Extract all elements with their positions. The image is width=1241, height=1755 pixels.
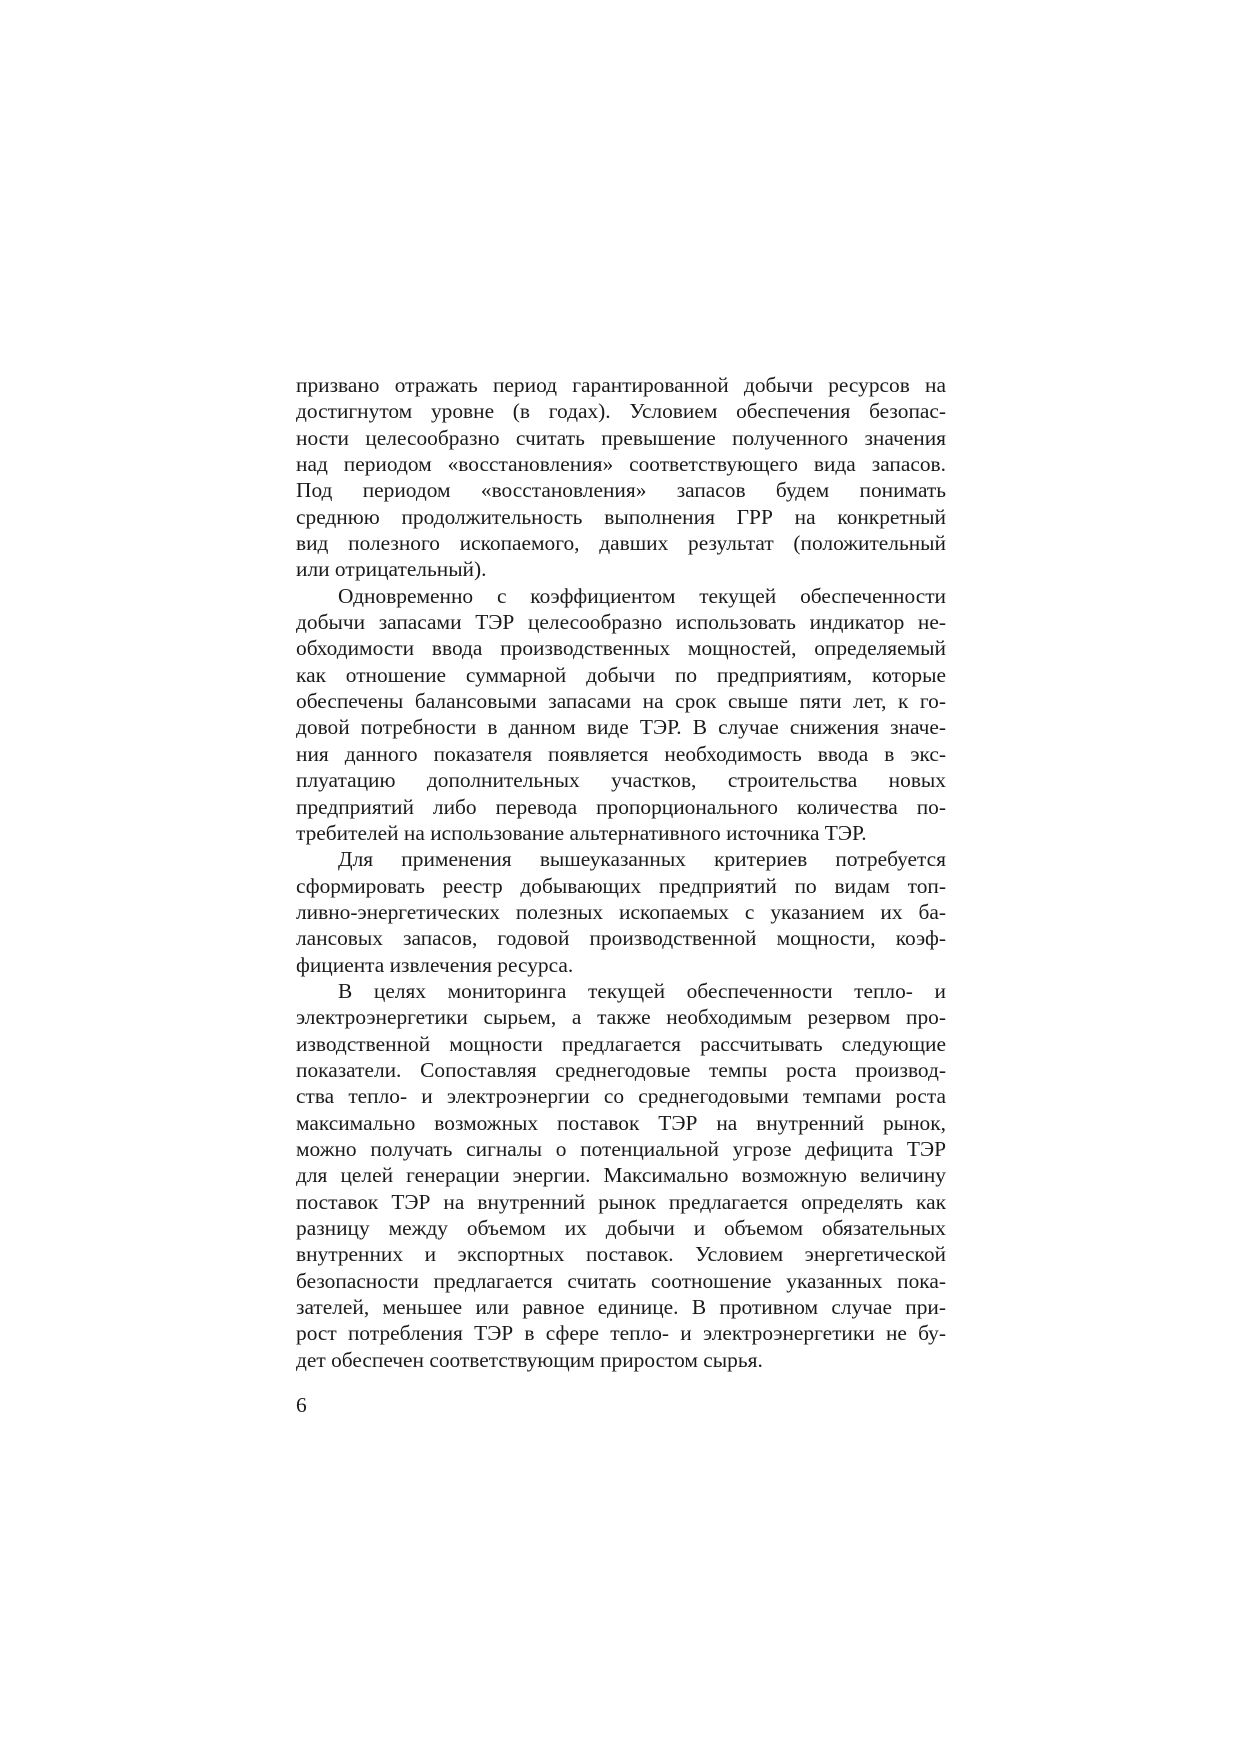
text-line: рост потребления ТЭР в сфере тепло- и электроэнергетики не бу- bbox=[296, 1321, 946, 1346]
paragraph bbox=[296, 372, 946, 583]
text-line: ства тепло- и электроэнергии со среднегодовыми темпами роста bbox=[296, 1084, 946, 1109]
text-line: ливно-энергетических полезных ископаемых с указанием их ба- bbox=[296, 899, 946, 924]
text-line: плуатацию дополнительных участков, строительства новых bbox=[296, 768, 946, 793]
text-line: поставок ТЭР на внутренний рынок предлагается определять как bbox=[296, 1189, 946, 1214]
text-line: изводственной мощности предлагается рассчитывать следующие bbox=[296, 1031, 946, 1056]
paragraph bbox=[296, 846, 946, 978]
text-line: Под периодом «восстановления» запасов будем понимать bbox=[296, 478, 946, 503]
text-line: ния данного показателя появляется необходимость ввода в экс- bbox=[296, 741, 946, 766]
text-line: безопасности предлагается считать соотношение указанных пока- bbox=[296, 1268, 946, 1293]
text-line: сформировать реестр добывающих предприятий по видам топ- bbox=[296, 873, 946, 898]
text-line: призвано отражать период гарантированной добычи ресурсов на bbox=[296, 373, 946, 397]
text-line: зателей, меньшее или равное единице. В противном случае при- bbox=[296, 1295, 946, 1320]
text-line: обходимости ввода производственных мощностей, определяемый bbox=[296, 636, 946, 661]
text-line: максимально возможных поставок ТЭР на внутренний рынок, bbox=[296, 1110, 946, 1135]
text-line: обеспечены балансовыми запасами на срок свыше пяти лет, к го- bbox=[296, 689, 946, 714]
text-line: лансовых запасов, годовой производственной мощности, коэф- bbox=[296, 926, 946, 951]
text-line: внутренних и экспортных поставок. Условием энергетической bbox=[296, 1242, 946, 1267]
text-line: среднюю продолжительность выполнения ГРР на конкретный bbox=[296, 504, 946, 529]
text-line: над периодом «восстановления» соответствующего вида запасов. bbox=[296, 452, 946, 477]
body-text bbox=[296, 372, 946, 1373]
text-line: дет обеспечен соответствующим приростом сырья. bbox=[296, 1347, 763, 1372]
text-line: В целях мониторинга текущей обеспеченности тепло- и bbox=[338, 978, 946, 1003]
page-number: 6 bbox=[296, 1393, 307, 1417]
paragraph bbox=[296, 583, 946, 846]
text-line: можно получать сигналы о потенциальной угрозе дефицита ТЭР bbox=[296, 1136, 946, 1161]
text-line: Одновременно с коэффициентом текущей обеспеченности bbox=[338, 583, 946, 608]
text-line: Для применения вышеуказанных критериев потребуется bbox=[338, 847, 946, 872]
text-line: для целей генерации энергии. Максимально возможную величину bbox=[296, 1163, 946, 1188]
text-line: добычи запасами ТЭР целесообразно использовать индикатор не- bbox=[296, 610, 946, 635]
text-line: предприятий либо перевода пропорционального количества по- bbox=[296, 794, 946, 819]
text-line: требителей на использование альтернативного источника ТЭР. bbox=[296, 820, 867, 845]
text-line: разницу между объемом их добычи и объемом обязательных bbox=[296, 1216, 946, 1240]
text-line: довой потребности в данном виде ТЭР. В случае снижения значе- bbox=[296, 715, 946, 740]
paragraph bbox=[296, 978, 946, 1373]
text-line: или отрицательный). bbox=[296, 557, 487, 582]
text-line: ности целесообразно считать превышение полученного значения bbox=[296, 425, 946, 450]
text-line: фициента извлечения ресурса. bbox=[296, 952, 574, 977]
text-line: электроэнергетики сырьем, а также необходимым резервом про- bbox=[296, 1005, 946, 1030]
text-line: как отношение суммарной добычи по предприятиям, которые bbox=[296, 662, 946, 687]
text-line: достигнутом уровне (в годах). Условием обеспечения безопас- bbox=[296, 399, 946, 424]
text-line: вид полезного ископаемого, давших результат (положительный bbox=[296, 531, 946, 556]
text-line: показатели. Сопоставляя среднегодовые темпы роста производ- bbox=[296, 1057, 946, 1082]
